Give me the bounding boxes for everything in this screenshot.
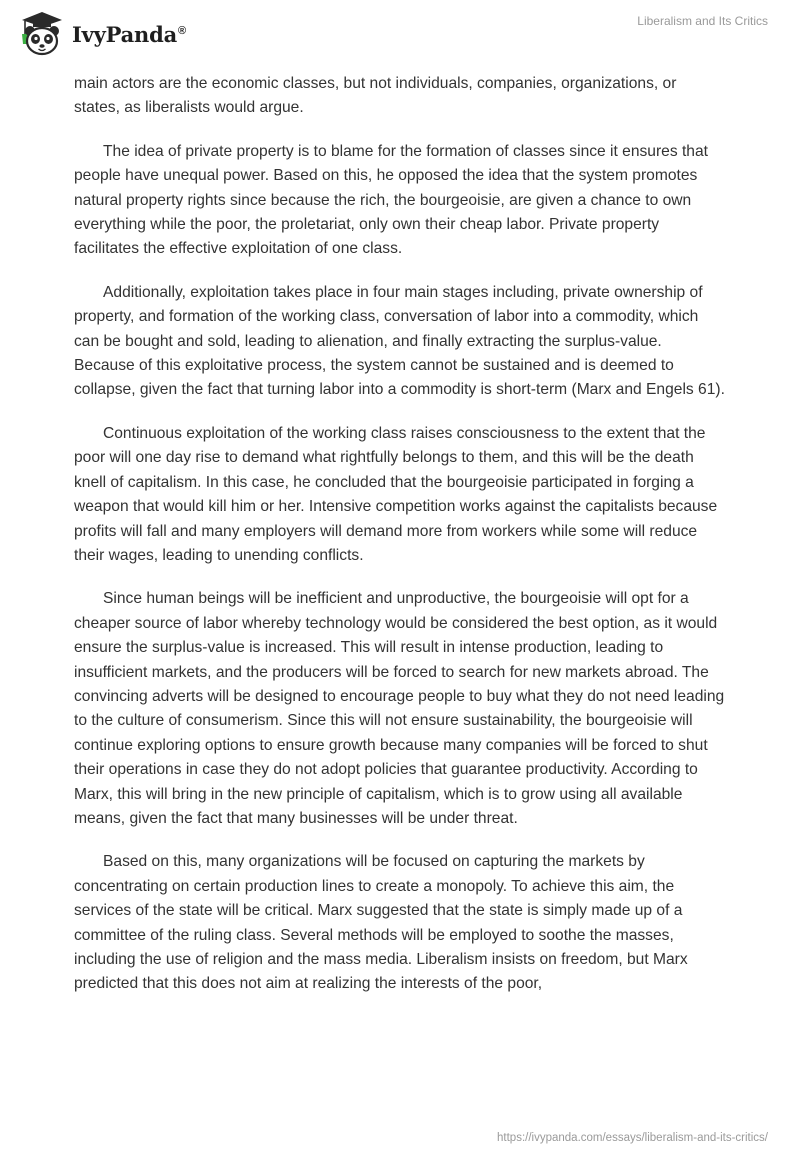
essay-body — [74, 72, 726, 1016]
paragraph-1: main actors are the economic classes, but not individuals, companies, organizations, or states, as liberalists would argue. — [74, 75, 677, 117]
paragraph-6: Based on this, many organizations will be focused on capturing the markets by concentrating on certain production lines to create a monopoly. To achieve this aim, the services of the state will be critical. Marx suggested that the state is simply made up of a committee of the ruling class. Several methods will be employed to soothe the masses, including the use of religion and the mass media. Liberalism insists on freedom, but Marx predicted that this does not aim at realizing the interests of the poor, — [74, 853, 688, 993]
page-header — [0, 0, 800, 70]
registered-mark: ® — [178, 24, 186, 37]
source-url[interactable]: https://ivypanda.com/essays/liberalism-and-its-critics/ — [497, 1132, 768, 1144]
paragraph-3: Additionally, exploitation takes place in four main stages including, private ownership of property, and formation of the working class, conversation of labor into a commodity, which can be bought and sold, leading to alienation, and finally extracting the surplus-value. Because of this exploitative process, the system cannot be sustained and is deemed to collapse, given the fact that turning labor into a commodity is short-term (Marx and Engels 61). — [74, 283, 725, 399]
ivypanda-logo[interactable] — [14, 8, 186, 58]
panda-logo-icon — [14, 8, 66, 58]
document-title: Liberalism and Its Critics — [637, 14, 768, 28]
paragraph-5: Since human beings will be inefficient and unproductive, the bourgeoisie will opt for a cheaper source of labor whereby technology would be considered the best option, as it would ensure the surplus-value is increased. This will result in intense production, leading to insufficient markets, and the producers will be forced to search for new markets abroad. The convincing adverts will be designed to encourage people to buy what they do not need leading to the culture of consumerism. Since this will not ensure sustainability, the bourgeoisie will continue exploring options to ensure growth because many companies will be forced to shut their operations in case they do not adopt policies that guarantee productivity. According to Marx, this will bring in the new principle of capitalism, which is to grow using all available means, given the fact that many businesses will be under threat. — [74, 590, 725, 827]
paragraph-2: The idea of private property is to blame for the formation of classes since it ensures that people have unequal power. Based on this, he opposed the idea that the system promotes natural property rights since because the rich, the bourgeoisie, are given a chance to own everything while the poor, the proletariat, only own their cheap labor. Private property facilitates the effective exploitation of one class. — [74, 142, 708, 258]
logo-text: IvyPanda® — [72, 21, 186, 47]
paragraph-4: Continuous exploitation of the working class raises consciousness to the extent that the poor will one day rise to demand what rightfully belongs to them, and this will be the death knell of capitalism. In this case, he concluded that the bourgeoisie participated in forging a weapon that would kill him or her. Intensive competition works against the capitalists because profits will fall and many employers will demand more from workers while some will reduce their wages, leading to unending conflicts. — [74, 424, 718, 564]
